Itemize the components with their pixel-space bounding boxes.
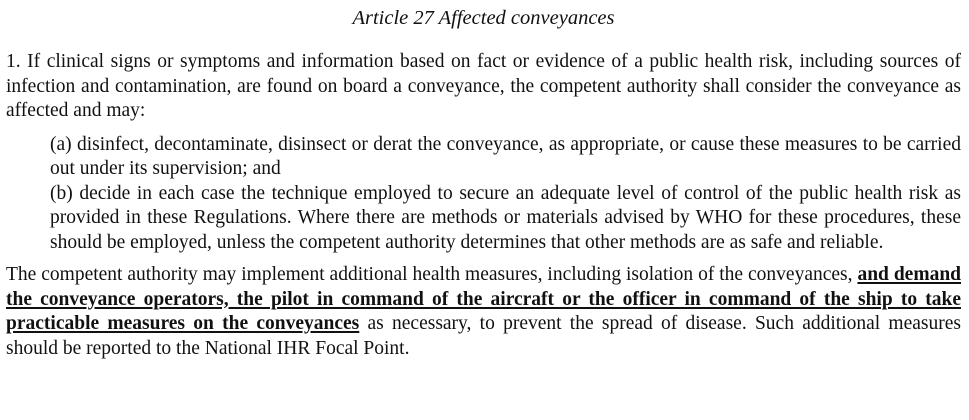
article-title: Article 27 Affected conveyances bbox=[352, 7, 615, 29]
measure-item-b: (b) decide in each case the technique employed to secure an adequate level of control of the public health risk as provided in these Regulations. Where there are methods or materials advised by WHO for these procedures, these should be employed, unless the competent authority determines that other methods are as safe and reliable. bbox=[50, 182, 961, 253]
closing-text-before: The competent authority may implement additional health measures, including isolation of the conveyances, bbox=[6, 264, 858, 285]
closing-text-after: as necessary, to prevent the spread of disease. Such additional measures should be reported to the National IHR Focal Point. bbox=[6, 313, 961, 359]
measures-list bbox=[50, 133, 961, 256]
intro-paragraph: 1. If clinical signs or symptoms and information based on fact or evidence of a public health risk, including sources of infection and contamination, are found on board a conveyance, the competent authority shall consider the conveyance as affected and may: bbox=[6, 51, 961, 121]
measure-item-a: (a) disinfect, decontaminate, disinsect or derat the conveyance, as appropriate, or cause these measures to be carried out under its supervision; and bbox=[50, 133, 961, 179]
closing-emphasis: and demand the conveyance operators, the pilot in command of the aircraft or the officer in command of the ship to take practicable measures on the conveyances bbox=[6, 264, 962, 334]
closing-paragraph bbox=[6, 263, 961, 361]
